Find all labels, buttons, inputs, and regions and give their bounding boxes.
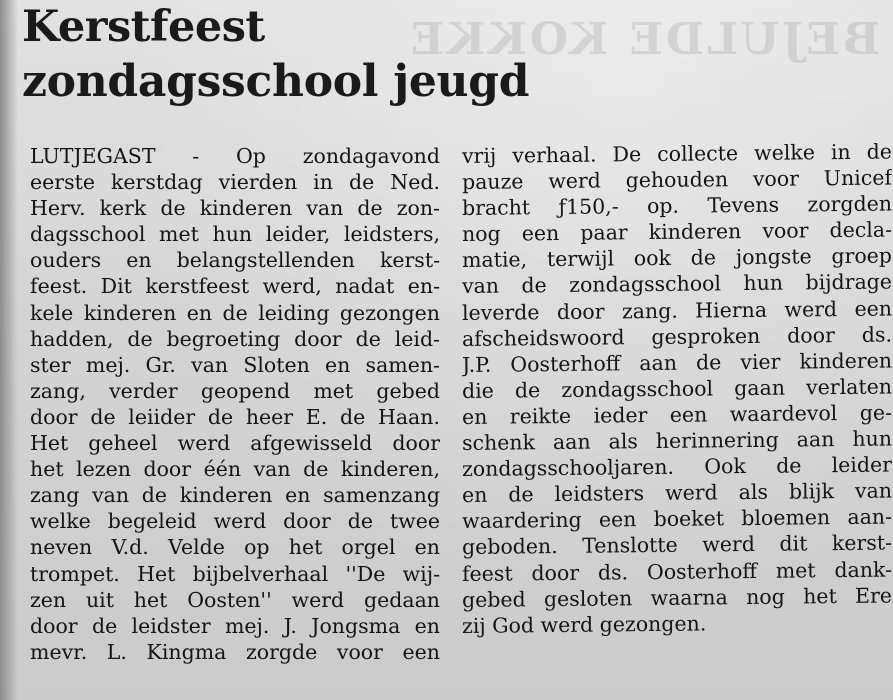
text-line: trompet. Het bijbelverhaal ''De wij- [30,561,440,586]
text-line: van de zondagsschool hun bijdrage [461,269,893,299]
text-line: schenk aan als herinnering aan hun [461,426,893,456]
text-line: geboden. Tenslotte werd dit kerst- [461,530,893,560]
text-line: zondagsschooljaren. Ook de leider [461,452,893,482]
text-line: afscheidswoord gesproken door ds. [461,322,893,351]
text-line: welke begeleid werd door de twee [30,509,440,534]
text-line: en reikte ieder een waardevol ge- [461,400,893,429]
text-line: het lezen door één van de kinderen, [30,457,440,482]
text-line: feest door ds. Oosterhoff met dank- [461,556,893,586]
page-edge-shadow [0,0,18,700]
text-line: hadden, de begroeting door de leid- [30,326,440,351]
text-line: en de leidsters werd als blijk van [461,478,893,508]
text-line: J.P. Oosterhoff aan de vier kinderen [461,348,893,377]
text-line: zang van de kinderen en samenzang [30,483,440,508]
text-line: Het geheel werd afgewisseld door [30,431,440,456]
text-line: waardering een boeket bloemen aan- [461,504,893,534]
text-line: LUTJEGAST - Op zondagavond [30,144,440,168]
text-line: gebed gesloten waarna nog het Ere [461,583,893,612]
text-line: feest. Dit kerstfeest werd, nadat en- [30,274,440,299]
text-line: neven V.d. Velde op het orgel en [30,535,440,560]
headline-line-2: zondagsschool jeugd [22,56,530,107]
text-line: bracht ƒ150,- op. Tevens zorgden [461,191,893,221]
text-line: kele kinderen en de leiding gezongen [30,300,440,325]
text-line: matie, terwijl ook de jongste groep [461,243,893,273]
text-line: Herv. kerk de kinderen van de zon- [30,196,440,221]
text-line: die de zondagsschool gaan verlaten [461,374,893,403]
bleed-through-text: BEJULDE KOKKE [407,14,880,65]
text-line: door de leiider de heer E. de Haan. [30,404,440,429]
text-line: mevr. L. Kingma zorgde voor een [30,639,440,664]
article-column-left [30,143,440,665]
text-line: dagsschool met hun leider, leidsters, [30,222,440,247]
text-line: leverde door zang. Hierna werd een [461,296,893,325]
text-line: zang, verder geopend met gebed [30,378,440,403]
text-line: ouders en belangstellenden kerst- [30,248,440,273]
text-line: ster mej. Gr. van Sloten en samen- [30,352,440,377]
text-line: zen uit het Oosten'' werd gedaan [30,587,440,612]
text-line: vrij verhaal. De collecte welke in de [461,139,893,168]
article-column-right [461,139,893,639]
text-line: nog een paar kinderen voor decla- [461,217,893,247]
headline-line-1: Kerstfeest [22,2,265,52]
text-line: pauze werd gehouden voor Unicef [461,165,893,195]
text-line: eerste kerstdag vierden in de Ned. [30,170,440,195]
text-line: door de leidster mej. J. Jongsma en [30,613,440,638]
text-line: zij God werd gezongen. [461,611,707,638]
